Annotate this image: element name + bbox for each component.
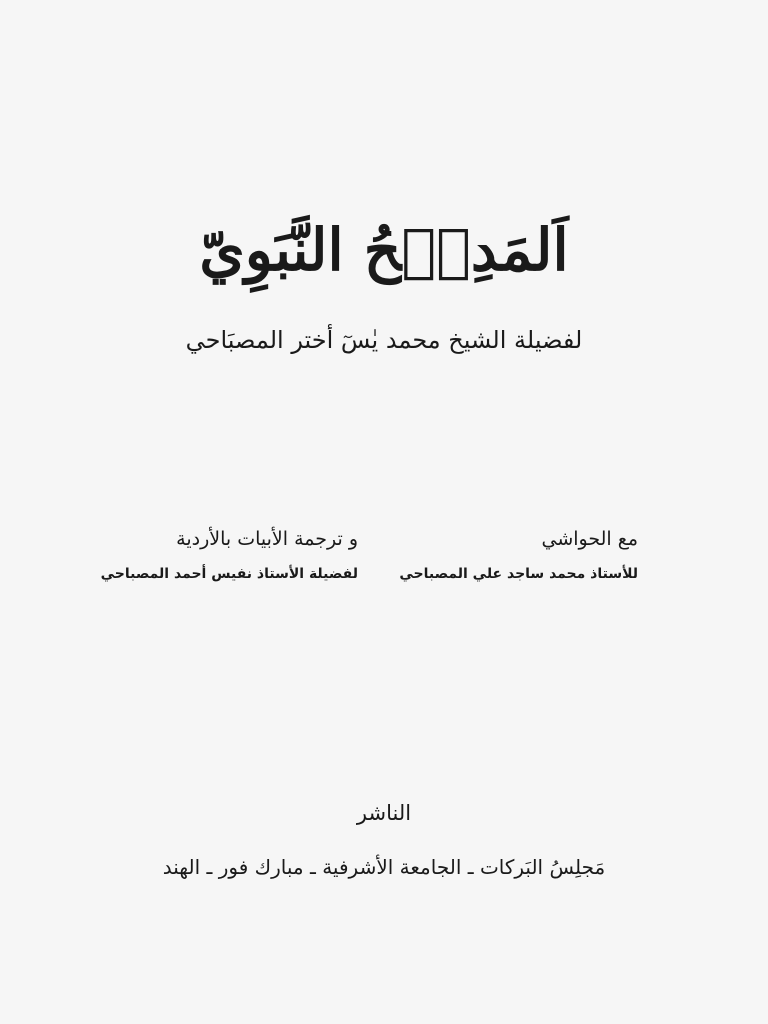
publisher-name: مَجلِسُ البَركات ـ الجامعة الأشرفية ـ مبارك فور ـ الهند [162, 855, 606, 879]
annotations-block [378, 522, 638, 588]
publisher-label: الناشر [356, 801, 412, 825]
book-title: اَلمَدِيۡحُ النَّبَوِيّ [199, 216, 569, 284]
author-line: لفضيلة الشيخ محمد يٰسٓ أختر المصبَاحي [185, 326, 583, 354]
translation-author: لفضيلة الأستاذ نفيس أحمد المصباحي [100, 566, 358, 582]
annotations-heading: مع الحواشي [541, 528, 638, 550]
annotations-author: للأستاذ محمد ساجد علي المصباحي [399, 566, 638, 582]
translation-heading: و ترجمة الأبيات بالأردية [176, 528, 358, 550]
translation-block [100, 522, 358, 588]
